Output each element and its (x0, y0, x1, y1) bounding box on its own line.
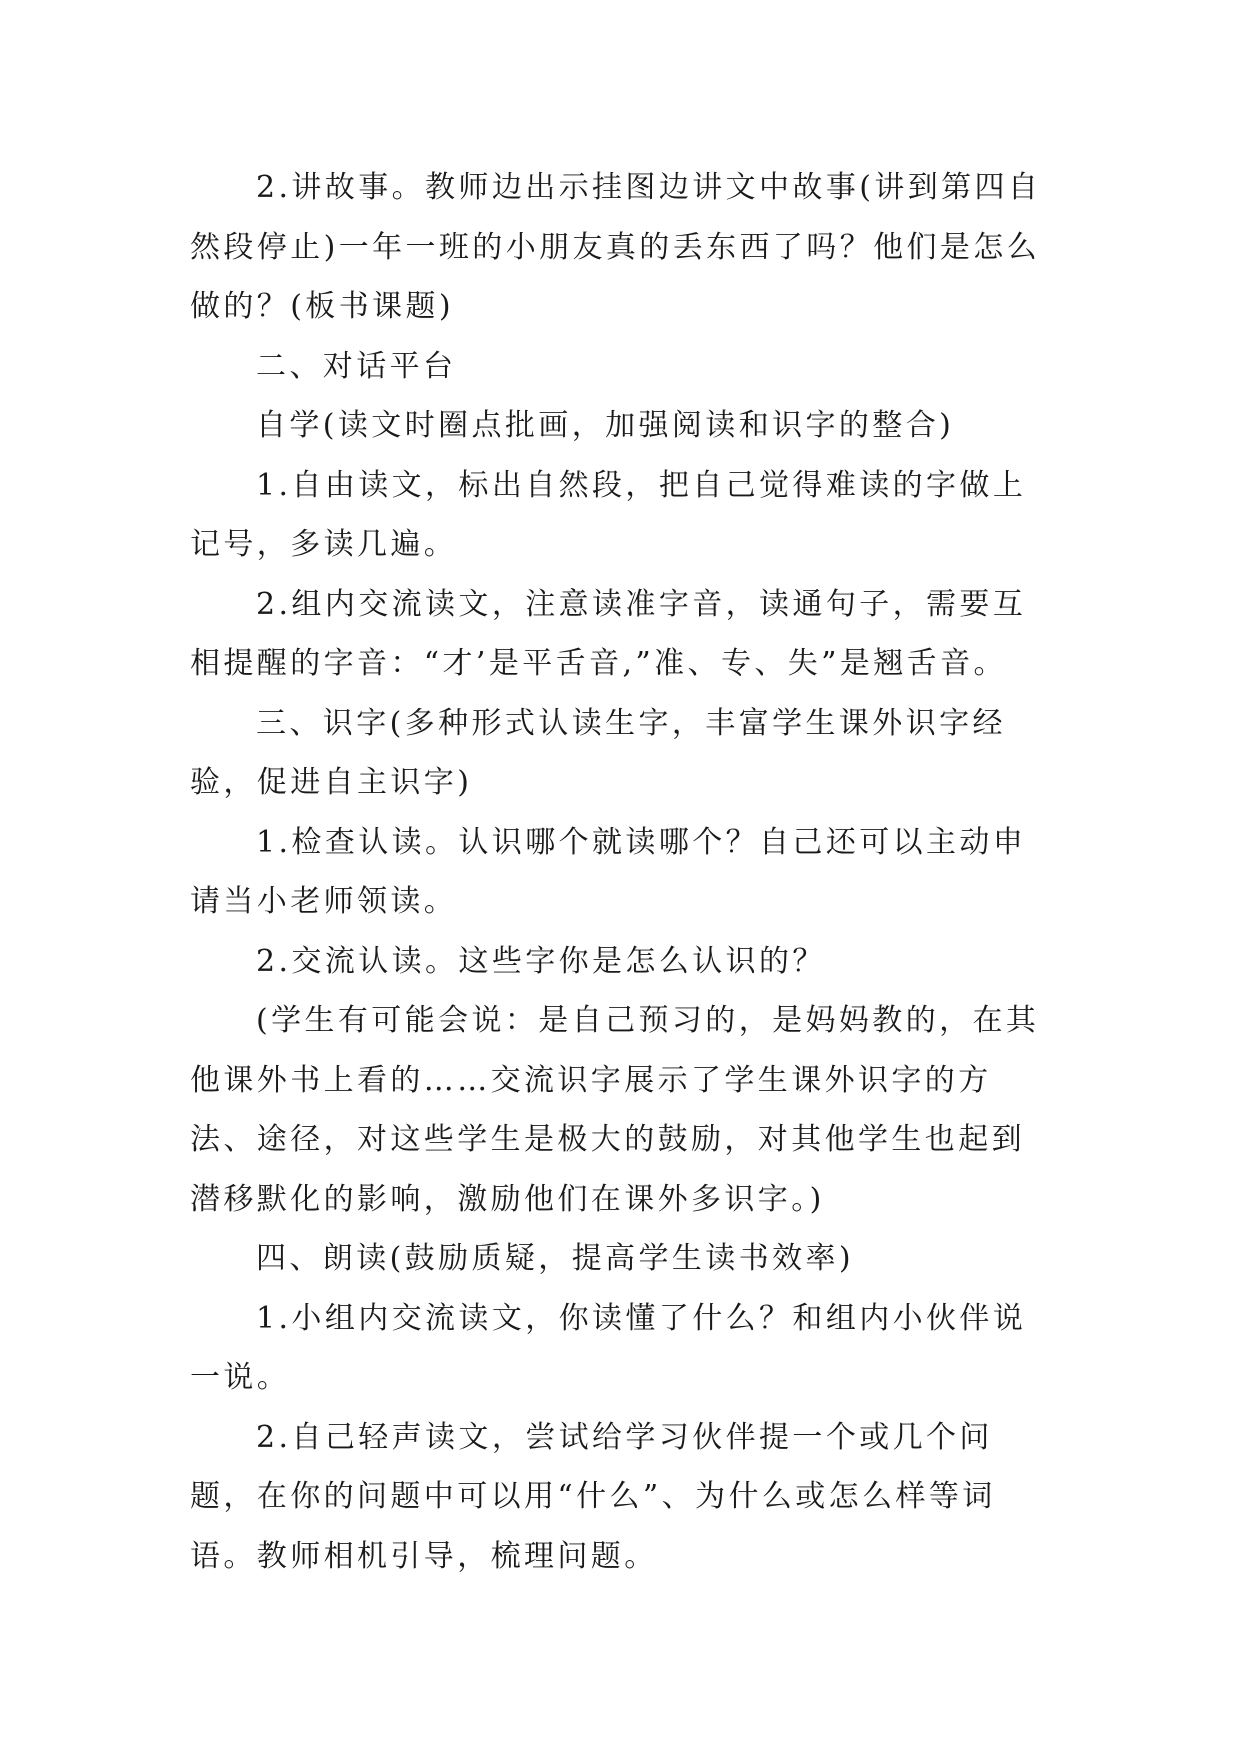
paragraph-story: 2.讲故事。教师边出示挂图边讲文中故事(讲到第四自然段停止)一年一班的小朋友真的丢东西了吗？他们是怎么做的？(板书课题) (190, 170, 1042, 324)
paragraph-self-study: 自学(读文时圈点批画，加强阅读和识字的整合) (256, 408, 955, 443)
document-body (190, 158, 1050, 1586)
paragraph-exchange-reading: 2.交流认读。这些字你是怎么认识的？ (256, 943, 826, 979)
paragraph-group-reading: 2.组内交流读文，注意读准字音，读通句子，需要互相提醒的字音：“才’是平舌音,”准、专、失”是翘舌音。 (190, 586, 1027, 681)
paragraph-student-responses: (学生有可能会说：是自己预习的，是妈妈教的，在其他课外书上看的……交流识字展示了学生课外识字的方法、途径，对这些学生是极大的鼓励，对其他学生也起到潜移默化的影响，激励他们在课外多识字。) (190, 1003, 1040, 1217)
paragraph-group-exchange: 1.小组内交流读文，你读懂了什么？和组内小伙伴说一说。 (190, 1300, 1027, 1395)
paragraph-quiet-reading: 2.自己轻声读文，尝试给学习伙伴提一个或几个问题，在你的问题中可以用“什么”、为什么或怎么样等词语。教师相机引导，梳理问题。 (190, 1419, 996, 1574)
heading-dialogue-platform: 二、对话平台 (256, 348, 457, 384)
heading-read-aloud: 四、朗读(鼓励质疑，提高学生读书效率) (256, 1241, 855, 1276)
paragraph-check-reading: 1.检查认读。认识哪个就读哪个？自己还可以主动申请当小老师领读。 (190, 824, 1027, 919)
paragraph-free-reading: 1.自由读文，标出自然段，把自己觉得难读的字做上记号，多读几遍。 (190, 467, 1027, 562)
heading-literacy: 三、识字(多种形式认读生字，丰富学生课外识字经验，促进自主识字) (190, 705, 1006, 800)
